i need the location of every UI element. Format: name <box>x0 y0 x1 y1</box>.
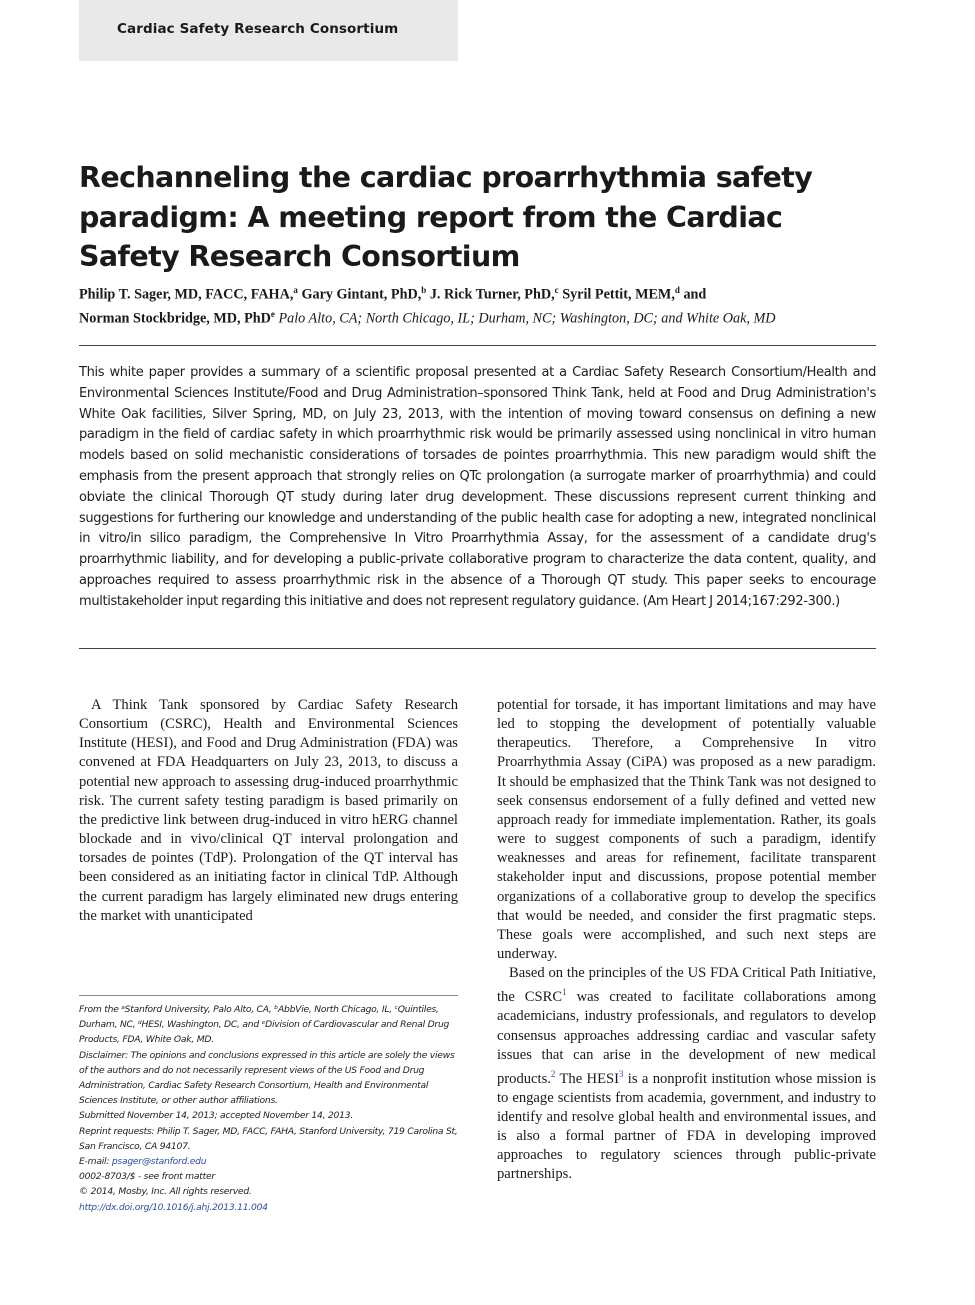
author-conjunction: and <box>683 286 707 303</box>
journal-section-tab <box>79 0 458 61</box>
abstract-top-divider <box>79 345 876 346</box>
reference-2-link[interactable]: 2 <box>550 1068 556 1079</box>
footnote-disclaimer: Disclaimer: The opinions and conclusions expressed in this article are solely the views of the authors and do not necessarily represent views of the US Food and Drug Administration, Cardiac Safety Research Consortium, Health and Environmental Sciences Institute, or other author affiliations. <box>79 1049 455 1107</box>
footnote-email <box>79 1154 458 1169</box>
abstract: This white paper provides a summary of a scientific proposal presented at a Cardiac Safety Research Consortium/Health and Environmental Sciences Institute/Food and Drug Administration–sponsored Think Tank, held at Food and Drug Administration's White Oak facilities, Silver Spring, MD, on July 23, 2013, with the intention of moving toward consensus on defining a new paradigm in the field of cardiac safety in which proarrhythmic risk would be primarily assessed using nonclinical in vitro human models based on solid mechanistic considerations of torsades de pointes proarrhythmia. This new paradigm would shift the emphasis from the present approach that strongly relies on QTc prolongation (a surrogate marker of proarrhythmia) and could obviate the clinical Thorough QT study during later drug development. These discussions represent current thinking and suggestions for furthering our knowledge and understanding of the public health case for adopting a new, integrated nonclinical in vitro/in silico paradigm, the Comprehensive In Vitro Proarrhythmia Assay, for the assessment of a candidate drug's proarrhythmic liability, and for developing a public-private collaborative program to characterize the data content, quality, and approaches required to assess proarrhythmic risk in the absence of a Thorough QT study. This paper seeks to encourage multistakeholder input regarding this initiative and does not represent regulatory guidance. (Am Heart J 2014;167:292-300.) <box>79 365 876 609</box>
body-text-segment: is a nonprofit institution whose mission is to engage scientists from academia, government, and industry to identify and resolve global health and environmental issues, and is also a formal partner of FDA in developing improved approaches to regulatory sciences through public-private partnerships. <box>497 1070 877 1183</box>
abstract-bottom-divider <box>79 648 876 649</box>
email-link[interactable]: psager@stanford.edu <box>111 1156 207 1168</box>
article-title: Rechanneling the cardiac proarrhythmia safety paradigm: A meeting report from the Cardiac Safety Research Consortium <box>79 161 813 273</box>
footnote-reprint: Reprint requests: Philip T. Sager, MD, FACC, FAHA, Stanford University, 719 Carolina St, San Francisco, CA 94107. <box>79 1125 458 1152</box>
body-paragraph: A Think Tank sponsored by Cardiac Safety Research Consortium (CSRC), Health and Environmental Sciences Institute (HESI), and Food and Drug Administration (FDA) was convened at FDA Headquarters on July 23, 2013, to discuss a potential new approach to assessing drug-induced proarrhythmic risk. The current safety testing paradigm is based primarily on the predictive link between drug-induced in vitro hERG channel blockade and in vivo/clinical QT interval prolongation and torsades de pointes (TdP). Prolongation of the QT interval has been considered as an initiating factor in clinical TdP. Although the current paradigm has largely eliminated new drugs entering the market with unanticipated <box>79 697 458 924</box>
author-5: Norman Stockbridge, MD, PhD <box>79 310 271 327</box>
author-2-affiliation: b <box>421 285 427 295</box>
email-label: E-mail: <box>79 1156 112 1168</box>
reference-3-link[interactable]: 3 <box>618 1068 624 1079</box>
author-4: Syril Pettit, MEM, <box>562 286 675 303</box>
body-text-segment: The HESI <box>555 1070 619 1087</box>
journal-section-label: Cardiac Safety Research Consortium <box>117 21 399 37</box>
author-1: Philip T. Sager, MD, FACC, FAHA, <box>79 286 294 303</box>
author-3: J. Rick Turner, PhD, <box>429 286 555 303</box>
body-column-left <box>79 696 458 926</box>
footnote-issn: 0002-8703/$ - see front matter <box>79 1171 215 1183</box>
footnotes <box>79 1002 458 1215</box>
body-text-segment: Based on the principles of the US FDA Critical Path Initiative, the CSRC <box>497 965 876 1006</box>
doi-link[interactable]: http://dx.doi.org/10.1016/j.ahj.2013.11.004 <box>79 1201 268 1213</box>
footnote-affiliations: From the ᵃStanford University, Palo Alto, CA, ᵇAbbVie, North Chicago, IL, ᶜQuintiles, Durham, NC, ᵈHESI, Washington, DC, and ᵉDivision of Cardiovascular and Renal Drug Products, FDA, White Oak, MD. <box>79 1004 450 1046</box>
body-paragraph: potential for torsade, it has important limitations and may have led to stopping the development of potentially valuable therapeutics. Therefore, a Comprehensive In vitro Proarrhythmia Assay (CiPA) was proposed as a new paradigm. It should be emphasized that the Think Tank was not designed to seek consensus endorsement of a fully defined and vetted new approach ready for immediate implementation. Rather, its goals were to suggest components of such a paradigm, identify weaknesses and areas for refinement, facilitate transparent stakeholder input and discussions, propose potential member organizations of a collaborative group to develop the specifics that would be needed, and consider the first pragmatic steps. These goals were accomplished, and such next steps are underway. <box>497 697 876 963</box>
author-5-affiliation: e <box>270 308 275 319</box>
author-1-affiliation: a <box>293 285 298 295</box>
footnote-divider <box>79 995 458 996</box>
footnote-submitted: Submitted November 14, 2013; accepted November 14, 2013. <box>79 1110 354 1122</box>
author-2: Gary Gintant, PhD, <box>301 286 422 303</box>
author-list <box>79 281 879 328</box>
body-column-right <box>497 696 876 1185</box>
author-3-affiliation: c <box>554 285 559 295</box>
author-4-affiliation: d <box>674 285 680 295</box>
footnote-copyright: © 2014, Mosby, Inc. All rights reserved. <box>79 1186 252 1198</box>
body-paragraph <box>497 964 876 1184</box>
body-text-segment: was created to facilitate collaborations among academicians, industry professionals, and regulators to develop consensus approaches addressing cardiac and vascular safety issues that can arise in the development of new medical products. <box>497 989 877 1087</box>
author-locations: Palo Alto, CA; North Chicago, IL; Durham, NC; Washington, DC; and White Oak, MD <box>278 310 776 327</box>
reference-1-link[interactable]: 1 <box>562 987 567 998</box>
